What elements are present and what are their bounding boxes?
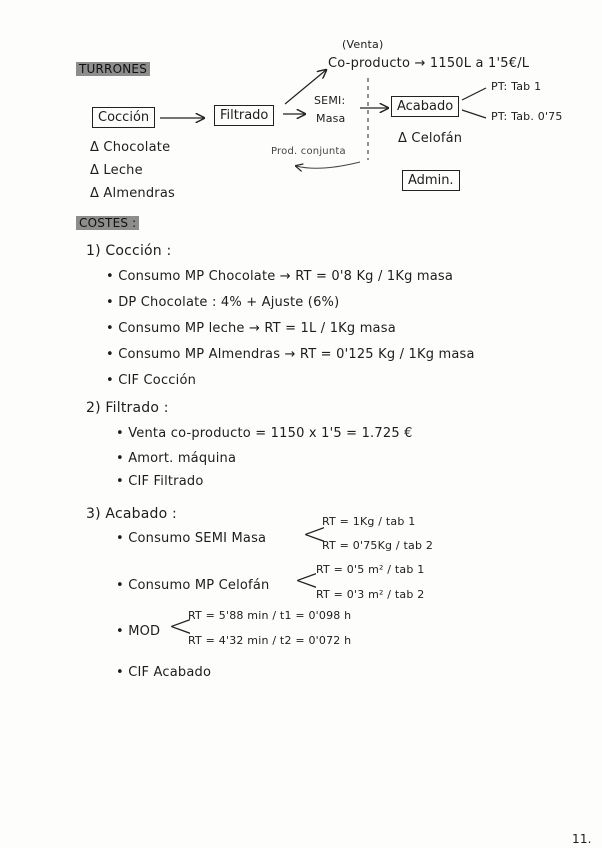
acabado-box: Acabado: [391, 96, 459, 117]
venta-label: (Venta): [342, 38, 384, 51]
celofan-rt-tab1: RT = 0'5 m² / tab 1: [316, 563, 425, 576]
pt-tab2-label: PT: Tab. 0'75: [491, 110, 563, 123]
masa-label: Masa: [316, 112, 346, 125]
consumo-celofan-label: • Consumo MP Celofán: [116, 578, 270, 593]
input-chocolate: Δ Chocolate: [90, 140, 171, 155]
filtrado-item: • CIF Filtrado: [116, 474, 204, 489]
filtrado-item: • Venta co-producto = 1150 x 1'5 = 1.725 €: [116, 426, 413, 441]
page-number: 11.: [572, 832, 592, 846]
semi-rt-tab2: RT = 0'75Kg / tab 2: [322, 539, 434, 552]
prod-conjunta-label: Prod. conjunta: [271, 146, 346, 157]
coccion-item: • Consumo MP Chocolate → RT = 0'8 Kg / 1Kg masa: [106, 269, 454, 284]
coproducto-label: Co-producto → 1150L a 1'5€/L: [328, 56, 530, 71]
consumo-semi-label: • Consumo SEMI Masa: [116, 531, 267, 546]
input-almendras: Δ Almendras: [90, 186, 175, 201]
celofan-input-label: Δ Celofán: [398, 131, 463, 146]
coccion-box: Cocción: [92, 107, 155, 128]
coccion-heading: 1) Cocción :: [86, 243, 172, 259]
coccion-item: • DP Chocolate : 4% + Ajuste (6%): [106, 295, 340, 310]
bracket-icon: <: [302, 517, 328, 552]
mod-label: • MOD: [116, 624, 161, 639]
semi-rt-tab1: RT = 1Kg / tab 1: [322, 515, 416, 528]
coccion-item: • Consumo MP Almendras → RT = 0'125 Kg / 1Kg masa: [106, 347, 475, 362]
coccion-item: • Consumo MP leche → RT = 1L / 1Kg masa: [106, 321, 396, 336]
bracket-icon: <: [294, 563, 320, 598]
filtrado-heading: 2) Filtrado :: [86, 400, 169, 416]
acabado-heading: 3) Acabado :: [86, 506, 177, 522]
mod-rt-t2: RT = 4'32 min / t2 = 0'072 h: [188, 634, 352, 647]
filtrado-box: Filtrado: [214, 105, 274, 126]
filtrado-item: • Amort. máquina: [116, 451, 237, 466]
admin-box: Admin.: [402, 170, 460, 191]
pt-tab1-label: PT: Tab 1: [491, 80, 542, 93]
semi-label: SEMI:: [314, 94, 346, 107]
celofan-rt-tab2: RT = 0'3 m² / tab 2: [316, 588, 425, 601]
section-title-costes: COSTES :: [76, 216, 139, 230]
cif-acabado-label: • CIF Acabado: [116, 665, 212, 680]
mod-rt-t1: RT = 5'88 min / t1 = 0'098 h: [188, 609, 352, 622]
input-leche: Δ Leche: [90, 163, 143, 178]
coccion-item: • CIF Cocción: [106, 373, 197, 388]
section-title-turrones: TURRONES: [76, 62, 150, 76]
bracket-icon: <: [168, 609, 194, 644]
